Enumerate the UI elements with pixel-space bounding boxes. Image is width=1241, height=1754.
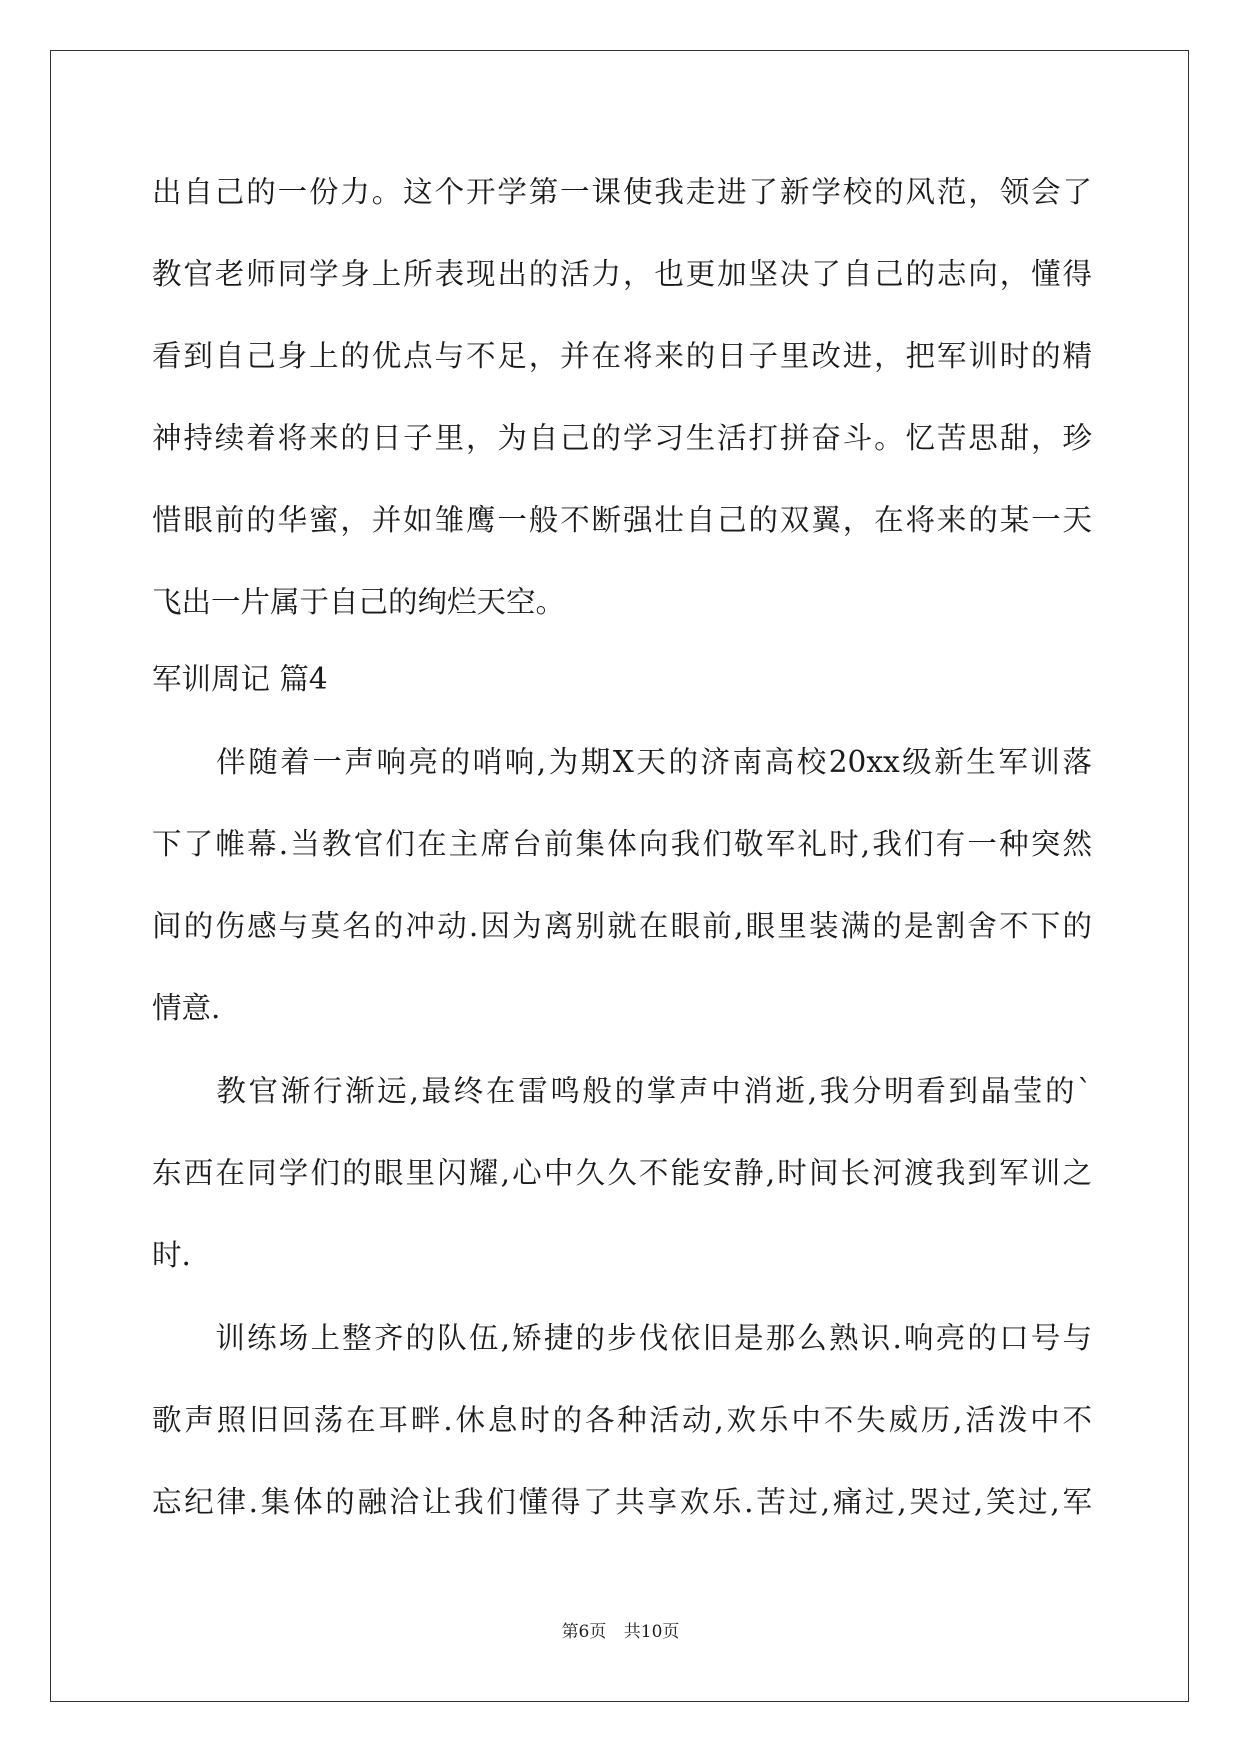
text-line: 训练场上整齐的队伍,矫捷的步伐依旧是那么熟识.响亮的口号与 [152, 1321, 1092, 1355]
text-line: 出自己的一份力。这个开学第一课使我走进了新学校的风范，领会了 [152, 175, 1092, 209]
text-line: 教官渐行渐远,最终在雷鸣般的掌声中消逝,我分明看到晶莹的` [152, 1074, 1092, 1108]
text-line: 间的伤感与莫名的冲动.因为离别就在眼前,眼里装满的是割舍不下的 [152, 909, 1092, 943]
text-line: 看到自己身上的优点与不足，并在将来的日子里改进，把军训时的精 [152, 339, 1092, 373]
text-line: 教官老师同学身上所表现出的活力，也更加坚决了自己的志向，懂得 [152, 257, 1092, 291]
total-pages: 共10页 [623, 1622, 680, 1642]
section-heading: 军训周记 篇4 [152, 662, 328, 696]
page-number: 第6页 [561, 1622, 607, 1642]
text-line: 伴随着一声响亮的哨响,为期X天的济南高校20xx级新生军训落 [152, 745, 1092, 779]
text-line: 东西在同学们的眼里闪耀,心中久久不能安静,时间长河渡我到军训之 [152, 1156, 1092, 1190]
text-line: 神持续着将来的日子里，为自己的学习生活打拼奋斗。忆苦思甜，珍 [152, 421, 1092, 455]
text-line: 飞出一片属于自己的绚烂天空。 [152, 585, 566, 619]
text-line: 惜眼前的华蜜，并如雏鹰一般不断强壮自己的双翼，在将来的某一天 [152, 503, 1092, 537]
text-line: 时. [152, 1238, 191, 1272]
text-line: 下了帷幕.当教官们在主席台前集体向我们敬军礼时,我们有一种突然 [152, 827, 1092, 861]
text-line: 歌声照旧回荡在耳畔.休息时的各种活动,欢乐中不失威历,活泼中不 [152, 1403, 1092, 1437]
text-line: 情意. [152, 991, 221, 1025]
text-line: 忘纪律.集体的融洽让我们懂得了共享欢乐.苦过,痛过,哭过,笑过,军 [152, 1485, 1092, 1519]
page-footer [0, 1620, 1241, 1644]
